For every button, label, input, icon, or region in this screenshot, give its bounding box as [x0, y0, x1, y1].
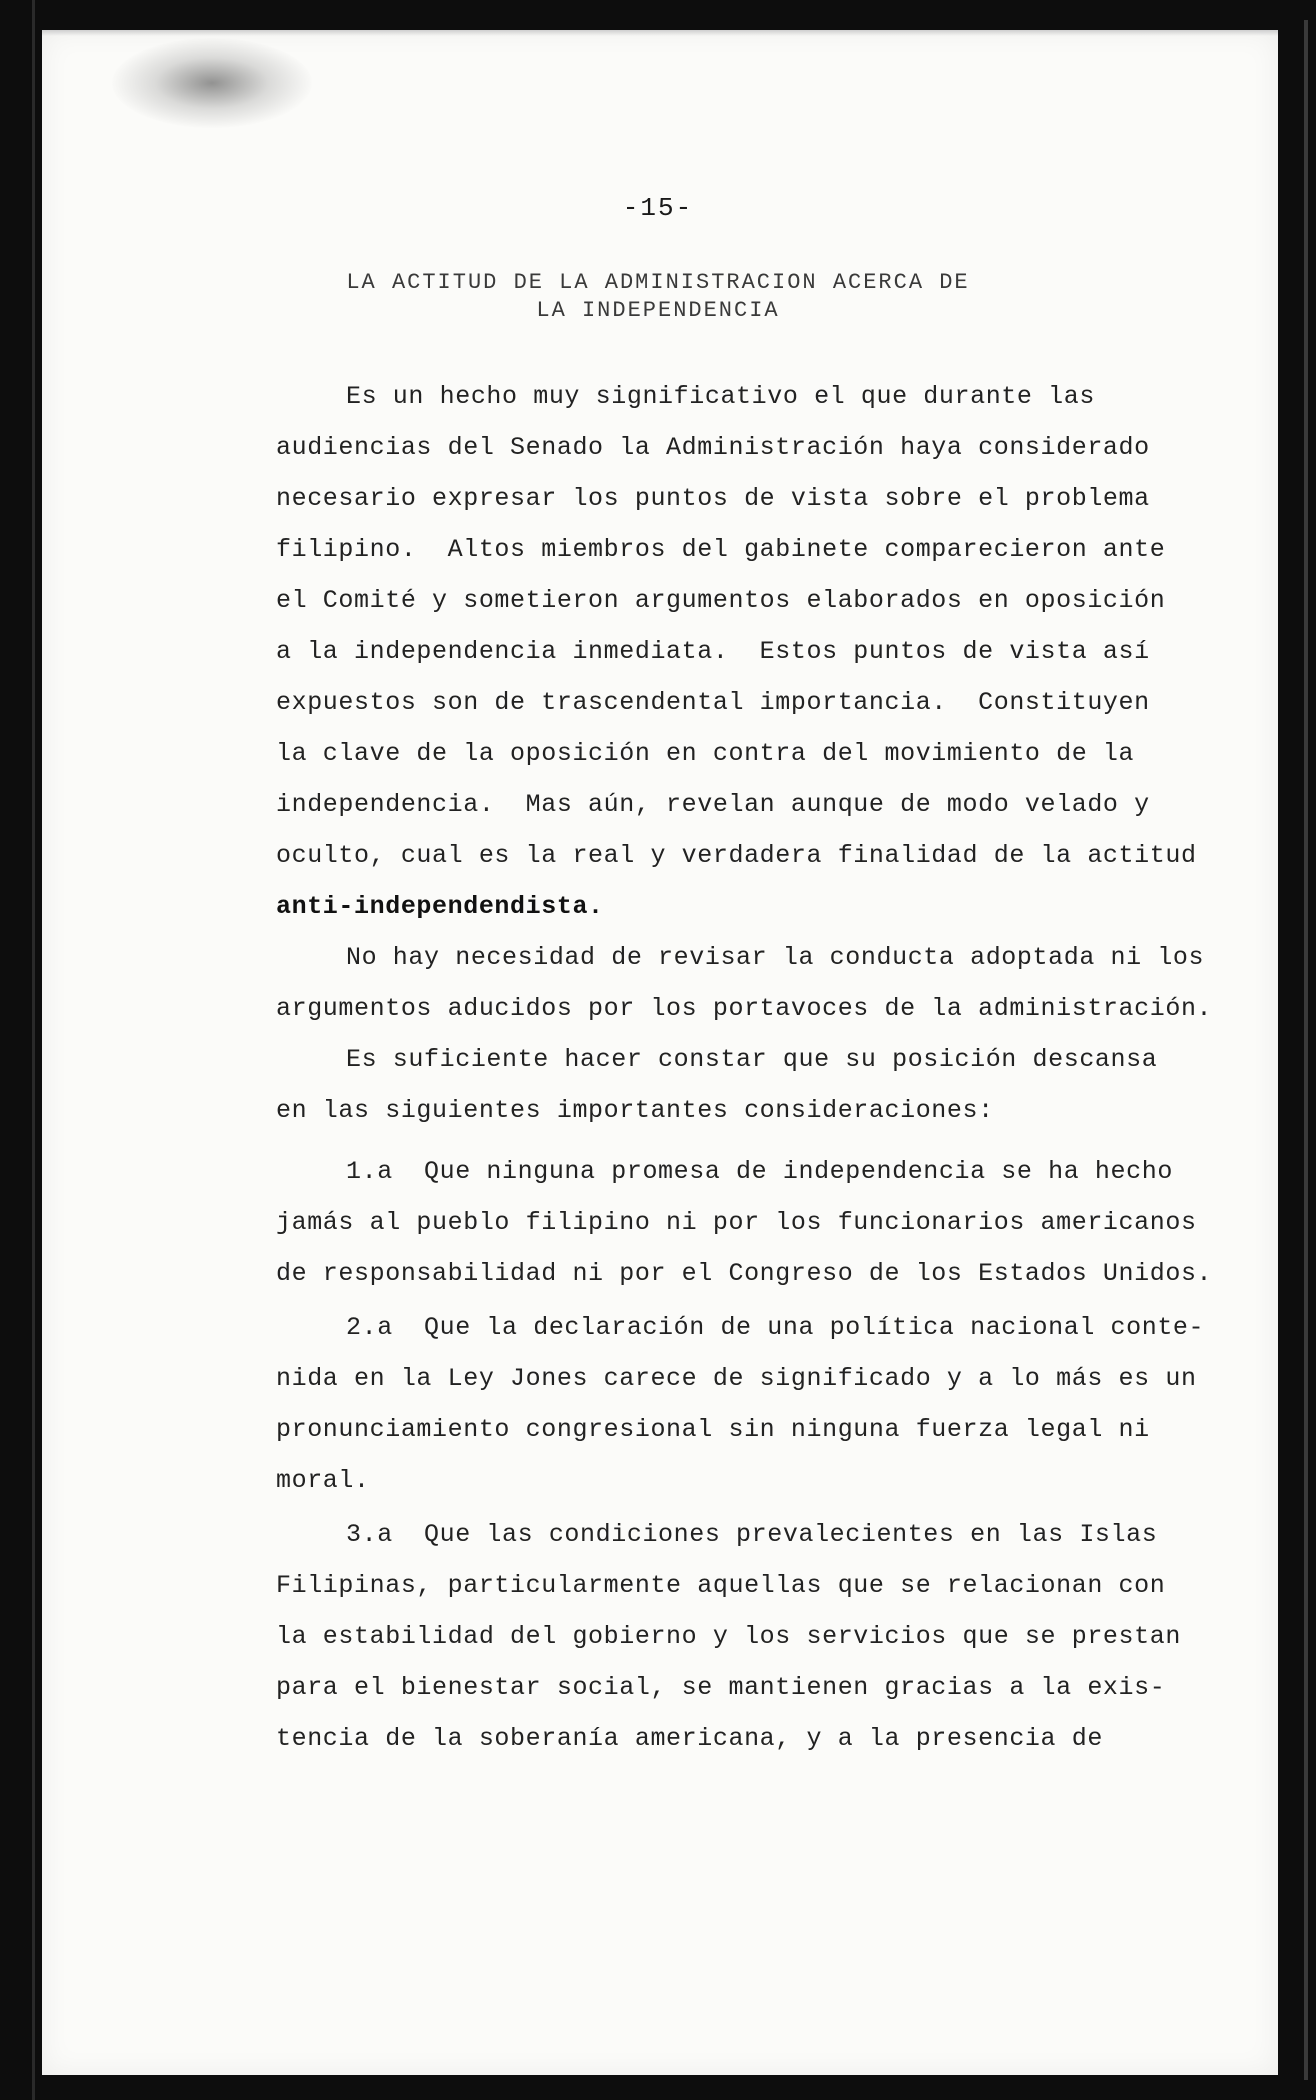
- body-line: expuestos son de trascendental importancia. Constituyen: [276, 688, 1150, 717]
- body-line: para el bienestar social, se mantienen gracias a la exis-: [276, 1673, 1166, 1702]
- body-line: filipino. Altos miembros del gabinete comparecieron ante: [276, 535, 1166, 564]
- body-line: la estabilidad del gobierno y los servicios que se prestan: [276, 1622, 1181, 1651]
- body-line: la clave de la oposición en contra del movimiento de la: [276, 739, 1135, 768]
- body-line: a la independencia inmediata. Estos puntos de vista así: [276, 637, 1150, 666]
- page-number: -15-: [622, 193, 694, 223]
- body-line: Es un hecho muy significativo el que durante las: [346, 382, 1095, 411]
- body-line: audiencias del Senado la Administración haya considerado: [276, 433, 1150, 462]
- body-line: 1.a Que ninguna promesa de independencia se ha hecho: [346, 1157, 1173, 1186]
- scan-right-edge: [1304, 20, 1308, 2080]
- body-line: Es suficiente hacer constar que su posición descansa: [346, 1045, 1158, 1074]
- body-line: anti-independendista.: [276, 892, 604, 921]
- body-line: en las siguientes importantes consideraciones:: [276, 1096, 994, 1125]
- body-line: oculto, cual es la real y verdadera finalidad de la actitud: [276, 841, 1197, 870]
- document-title-line-2: LA INDEPENDENCIA: [536, 298, 780, 323]
- body-line: pronunciamiento congresional sin ninguna fuerza legal ni: [276, 1415, 1150, 1444]
- body-line: Filipinas, particularmente aquellas que se relacionan con: [276, 1571, 1166, 1600]
- body-line: independencia. Mas aún, revelan aunque de modo velado y: [276, 790, 1150, 819]
- body-line: nida en la Ley Jones carece de significado y a lo más es un: [276, 1364, 1197, 1393]
- body-line: argumentos aducidos por los portavoces de la administración.: [276, 994, 1213, 1023]
- body-line: tencia de la soberanía americana, y a la presencia de: [276, 1724, 1103, 1753]
- body-line: No hay necesidad de revisar la conducta adoptada ni los: [346, 943, 1205, 972]
- body-line: 3.a Que las condiciones prevalecientes en las Islas: [346, 1520, 1158, 1549]
- body-line: necesario expresar los puntos de vista sobre el problema: [276, 484, 1150, 513]
- body-line: moral.: [276, 1466, 370, 1495]
- body-line: jamás al pueblo filipino ni por los funcionarios americanos: [276, 1208, 1197, 1237]
- body-line: 2.a Que la declaración de una política nacional conte-: [346, 1313, 1205, 1342]
- body-line: de responsabilidad ni por el Congreso de los Estados Unidos.: [276, 1259, 1213, 1288]
- ink-smudge: [112, 38, 312, 128]
- document-title-line-1: LA ACTITUD DE LA ADMINISTRACION ACERCA DE: [346, 270, 970, 295]
- body-line: el Comité y sometieron argumentos elaborados en oposición: [276, 586, 1166, 615]
